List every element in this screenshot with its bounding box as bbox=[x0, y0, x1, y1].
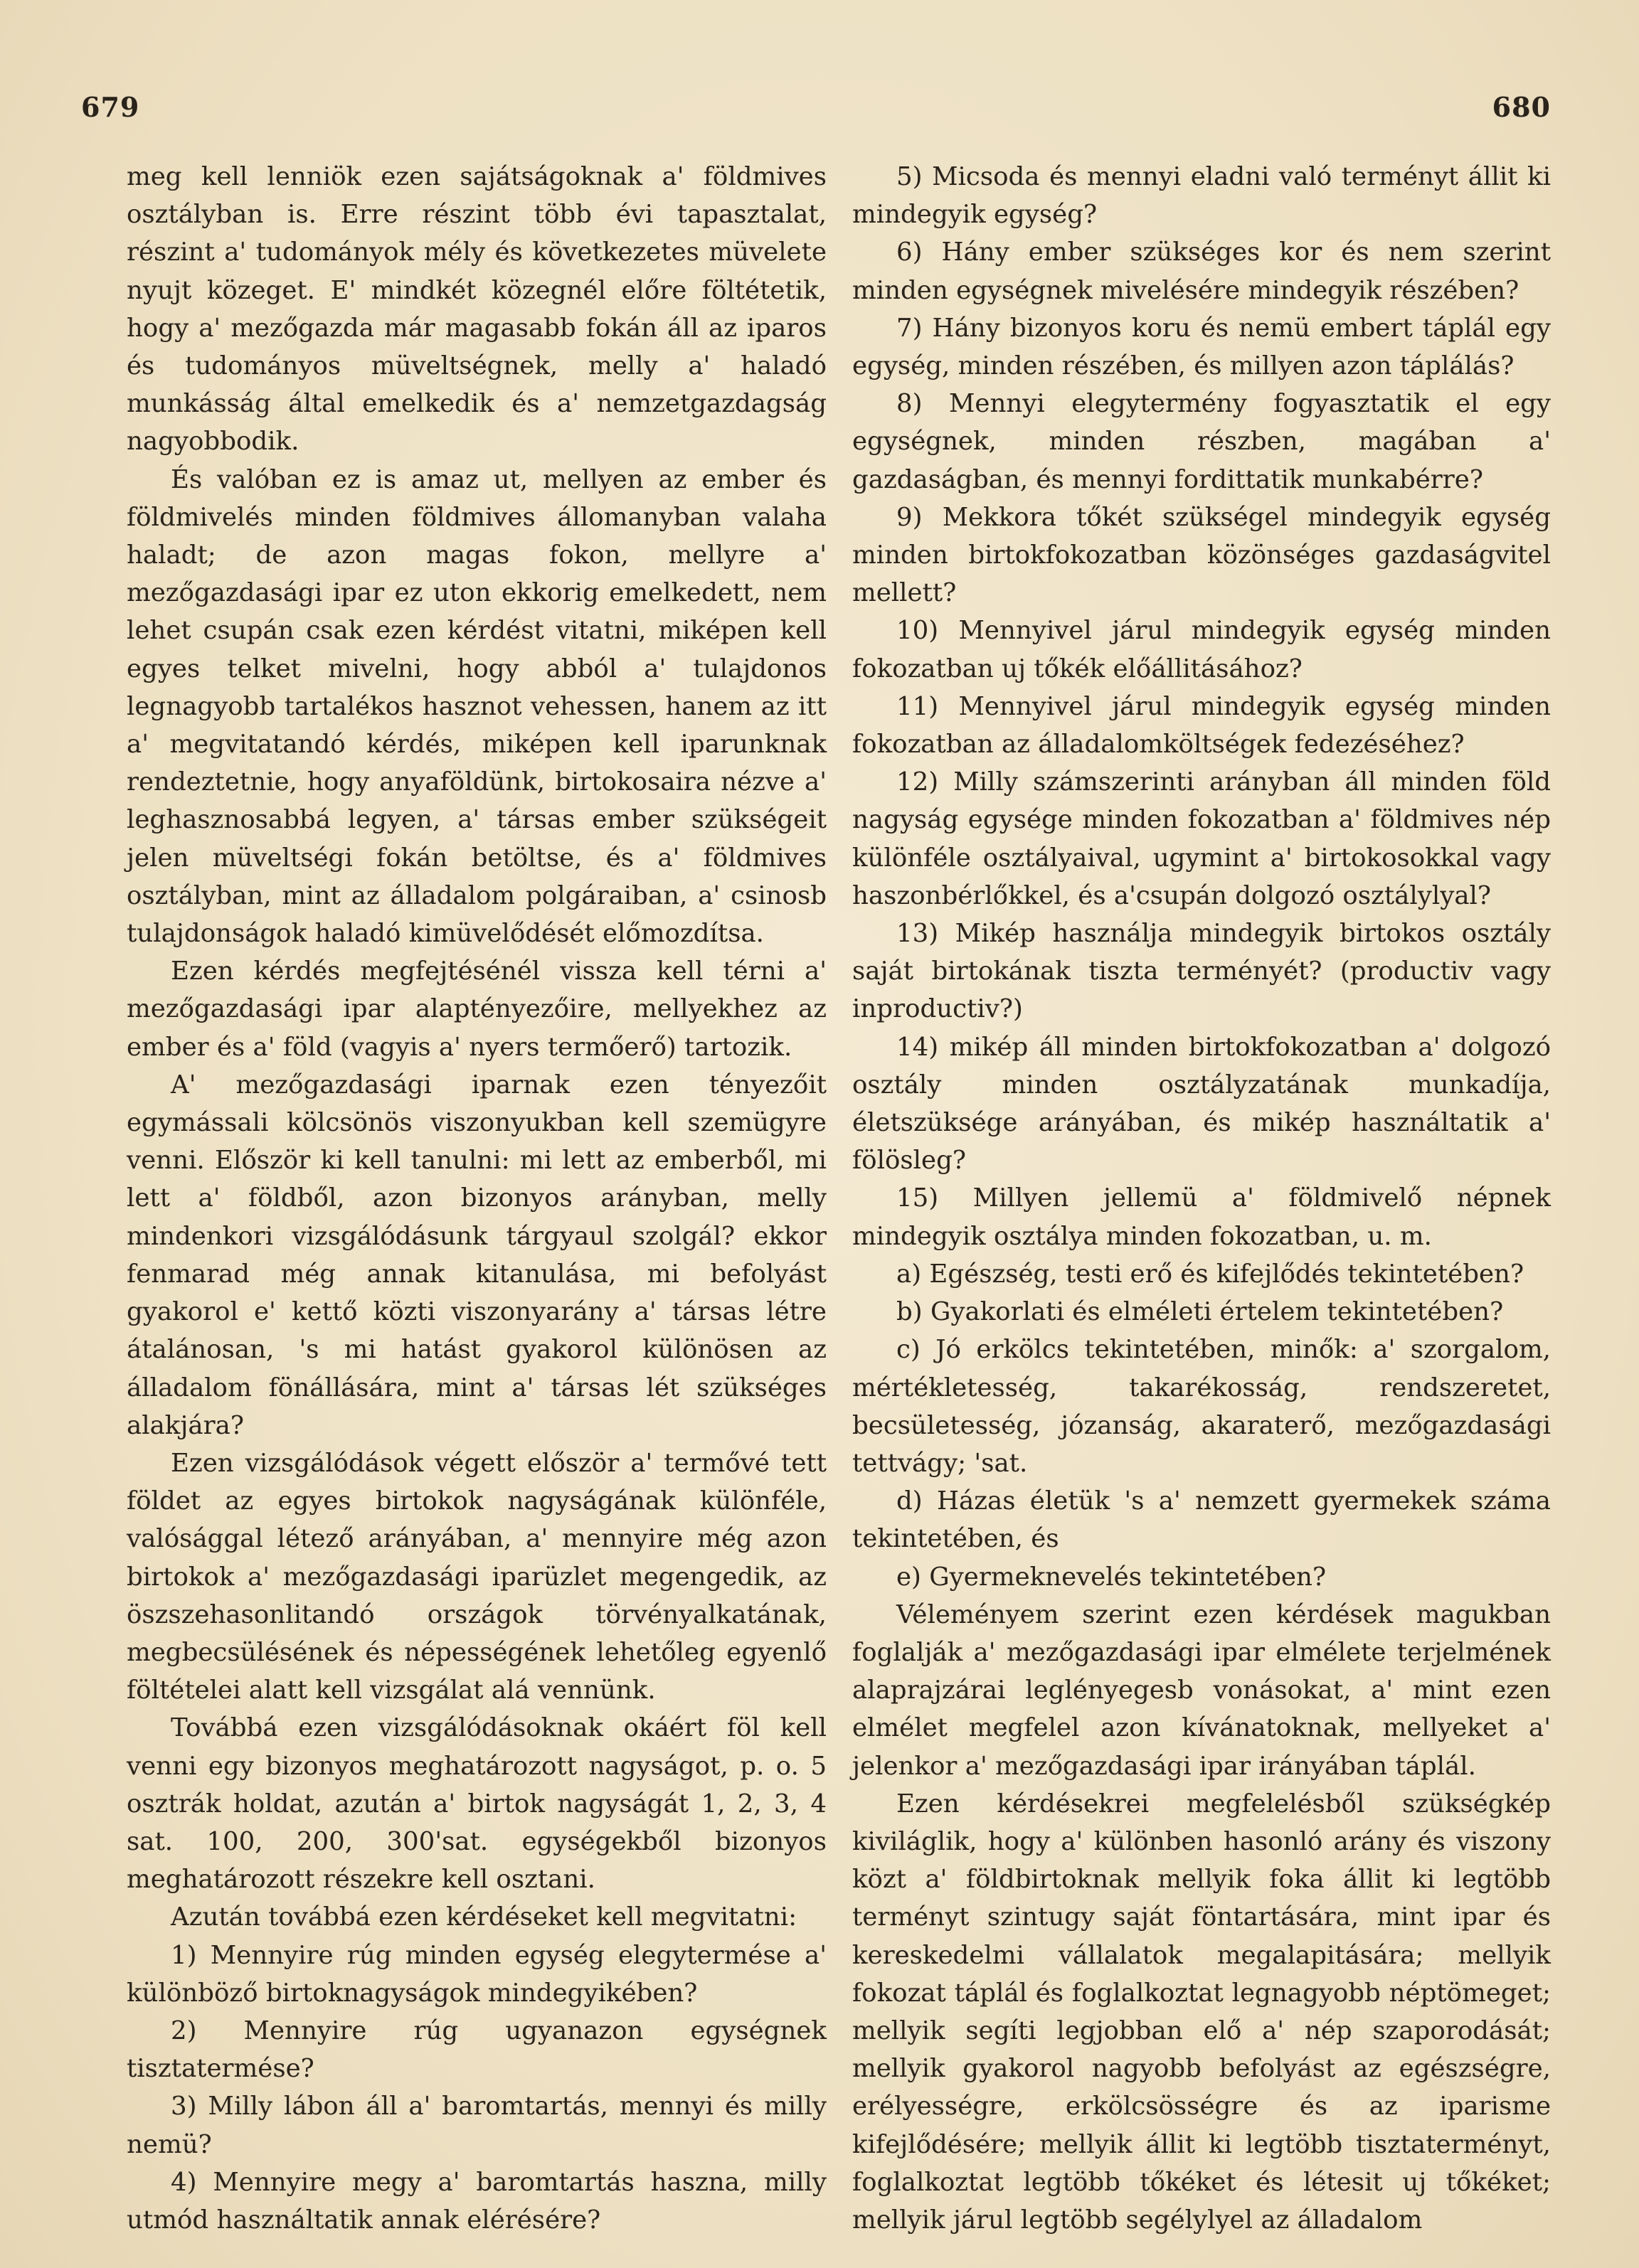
paragraph: 5) Micsoda és mennyi eladni való terményt állit ki mindegyik egység? bbox=[852, 162, 1551, 230]
paragraph: 1) Mennyire rúg minden egység elegytermése a' különböző birtoknagyságok mindegyikében? bbox=[127, 1940, 827, 2008]
paragraph: 6) Hány ember szükséges kor és nem szerint minden egységnek mivelésére mindegyik részében? bbox=[852, 238, 1551, 305]
paragraph: Továbbá ezen vizsgálódásoknak okáért föl kell venni egy bizonyos meghatározott nagyságot, p. o. 5 osztrák holdat, azután a' birtok nagyságát 1, 2, 3, 4 sat. 100, 200, 300'sat. egységekből bizonyos meghatározott részekre kell osztani. bbox=[127, 1713, 827, 1895]
paragraph: 15) Millyen jellemü a' földmivelő népnek mindegyik osztálya minden fokozatban, u. m. bbox=[852, 1183, 1551, 1251]
paragraph: 2) Mennyire rúg ugyanazon egységnek tisztatermése? bbox=[127, 2016, 827, 2084]
paragraph: 12) Milly számszerinti arányban áll minden föld nagyság egysége minden fokozatban a' földmives nép különféle osztályaival, ugymint a' birtokosokkal vagy haszonbérlőkkel, és a'csupán dolgozó osztálylyal? bbox=[852, 767, 1551, 910]
page-number-right: 680 bbox=[1492, 91, 1551, 123]
paragraph: Azután továbbá ezen kérdéseket kell megvitatni: bbox=[171, 1902, 797, 1932]
paragraph: a) Egészség, testi erő és kifejlődés tekintetében? bbox=[896, 1259, 1524, 1289]
paragraph: Ezen vizsgálódások végett először a' termővé tett földet az egyes birtokok nagyságának különféle, valósággal létező arányában, a' mennyire még azon birtokok a' mezőgazdasági iparüzlet megengedik, az öszszehasonlitandó országok törvényalkatának, megbecsülésének és népességének lehetőleg egyenlő föltételei alatt kell vizsgálat alá vennünk. bbox=[127, 1448, 827, 1705]
left-text-column bbox=[127, 158, 827, 2239]
paragraph: d) Házas életük 's a' nemzett gyermekek száma tekintetében, és bbox=[852, 1486, 1551, 1554]
paragraph: meg kell lenniök ezen sajátságoknak a' földmives osztályban is. Erre részint több évi tapasztalat, részint a' tudományok mély és következetes müvelete nyujt közeget. E' mindkét közegnél előre föltétetik, hogy a' mezőgazda már magasabb fokán áll az iparos és tudományos müveltségnek, melly a' haladó munkásság által emelkedik és a' nemzetgazdagság nagyobbodik. bbox=[127, 162, 827, 457]
paragraph: Véleményem szerint ezen kérdések magukban foglalják a' mezőgazdasági ipar elmélete terjelmének alaprajzárai leglényegesb vonásokat, a' mint ezen elmélet megfelel azon kívánatoknak, mellyeket a' jelenkor a' mezőgazdasági ipar irányában táplál. bbox=[852, 1599, 1551, 1781]
paragraph: A' mezőgazdasági iparnak ezen tényezőit egymássali kölcsönös viszonyukban kell szemügyre venni. Először ki kell tanulni: mi lett az emberből, mi lett a' földből, azon bizonyos arányban, melly mindenkori vizsgálódásunk tárgyaul szolgál? ekkor fenmarad még annak kitanulása, mi befolyást gyakorol e' kettő közti viszonyarány a' társas létre átalánosan, 's mi hatást gyakorol különösen az álladalom fönállására, mint a' társas lét szükséges alakjára? bbox=[127, 1070, 827, 1440]
paragraph: 3) Milly lábon áll a' baromtartás, mennyi és milly nemü? bbox=[127, 2092, 827, 2159]
paragraph: Ezen kérdés megfejtésénél vissza kell térni a' mezőgazdasági ipar alaptényezőire, mellyekhez az ember és a' föld (vagyis a' nyers termőerő) tartozik. bbox=[127, 957, 827, 1062]
page-number-left: 679 bbox=[81, 91, 140, 123]
paragraph: 9) Mekkora tőkét szükségel mindegyik egység minden birtokfokozatban közönséges gazdaságvitel mellett? bbox=[852, 502, 1551, 608]
paragraph: e) Gyermeknevelés tekintetében? bbox=[896, 1562, 1327, 1592]
paragraph: És valóban ez is amaz ut, mellyen az ember és földmivelés minden földmives állomanyban valaha haladt; de azon magas fokon, mellyre a' mezőgazdasági ipar ez uton ekkorig emelkedett, nem lehet csupán csak ezen kérdést vitatni, miképen kell egyes telket mivelni, hogy abból a' tulajdonos legnagyobb tartalékos hasznot vehessen, hanem az itt a' megvitatandó kérdés, miképen kell iparunknak rendeztetnie, hogy anyaföldünk, birtokosaira nézve a' leghasznosabbá legyen, a' társas ember szükségeit jelen müveltségi fokán betöltse, és a' földmives osztályban, mint az álladalom polgáraiban, a' csinosb tulajdonságok haladó kimüvelődését előmozdítsa. bbox=[127, 464, 827, 949]
paragraph: 8) Mennyi elegytermény fogyasztatik el egy egységnek, minden részben, magában a' gazdaságban, és mennyi fordittatik munkabérre? bbox=[852, 389, 1551, 494]
paragraph: b) Gyakorlati és elméleti értelem tekintetében? bbox=[896, 1297, 1504, 1327]
paragraph: 7) Hány bizonyos koru és nemü embert táplál egy egység, minden részében, és millyen azon táplálás? bbox=[852, 313, 1551, 381]
paragraph: 13) Mikép használja mindegyik birtokos osztály saját birtokának tiszta terményét? (productiv vagy inproductiv?) bbox=[852, 919, 1551, 1024]
paragraph: Ezen kérdésekrei megfelelésből szükségkép kiviláglik, hogy a' különben hasonló arány és viszony közt a' földbirtoknak mellyik foka állit ki legtöbb terményt szintugy saját föntartására, mint ipar és kereskedelmi vállalatok megalapitására; mellyik fokozat táplál és foglalkoztat legnagyobb néptömeget; mellyik segíti legjobban elő a' nép szaporodását; mellyik gyakorol nagyobb befolyást az egészségre, erélyességre, erkölcsösségre és az iparisme kifejlődésére; mellyik állit ki legtöbb tisztaterményt, foglalkoztat legtöbb tőkéket és létesit uj tőkéket; mellyik járul legtöbb segélylyel az álladalom bbox=[852, 1789, 1551, 2235]
paragraph: 14) mikép áll minden birtokfokozatban a' dolgozó osztály minden osztályzatának munkadíja, életszüksége arányában, és mikép használtatik a' fölösleg? bbox=[852, 1032, 1551, 1176]
paragraph: 4) Mennyire megy a' baromtartás haszna, milly utmód használtatik annak elérésére? bbox=[127, 2167, 827, 2235]
right-text-column bbox=[852, 158, 1551, 2239]
paragraph: c) Jó erkölcs tekintetében, minők: a' szorgalom, mértékletesség, takarékosság, rendszeretet, becsületesség, józanság, akaraterő, mezőgazdasági tettvágy; 'sat. bbox=[852, 1335, 1551, 1478]
paragraph: 10) Mennyivel járul mindegyik egység minden fokozatban uj tőkék előállitásához? bbox=[852, 616, 1551, 683]
paragraph: 11) Mennyivel járul mindegyik egység minden fokozatban az álladalomköltségek fedezéséhez? bbox=[852, 691, 1551, 760]
